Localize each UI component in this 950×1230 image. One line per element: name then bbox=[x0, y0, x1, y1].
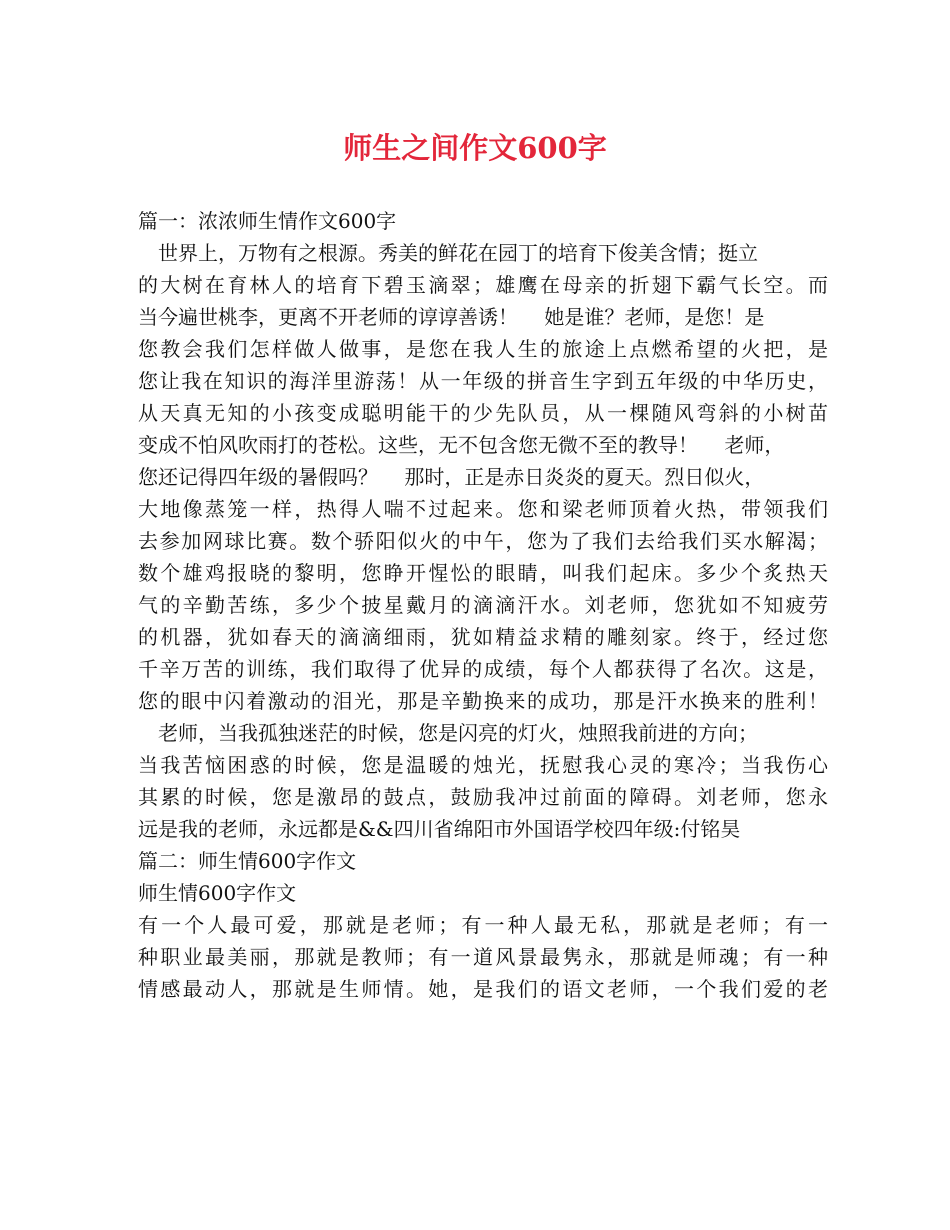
body-line: 种职业最美丽，那就是教师；有一道风景最隽永，那就是师魂；有一种 bbox=[138, 945, 828, 969]
body-line: 气的辛勤苦练，多少个披星戴月的滴滴汗水。刘老师，您犹如不知疲劳 bbox=[138, 593, 828, 617]
body-line: 大地像蒸笼一样，热得人喘不过起来。您和梁老师顶着火热，带领我们 bbox=[138, 497, 828, 521]
document-title: 师生之间作文600字 bbox=[343, 131, 607, 165]
body-line: 从天真无知的小孩变成聪明能干的少先队员，从一棵随风弯斜的小树苗 bbox=[138, 401, 828, 425]
document-body bbox=[138, 205, 828, 1005]
section-subtitle: 师生情600字作文 bbox=[138, 881, 297, 905]
body-line: 数个雄鸡报晓的黎明，您睁开惺忪的眼睛，叫我们起床。多少个炙热天 bbox=[138, 561, 828, 585]
section-heading-1: 篇一：浓浓师生情作文600字 bbox=[138, 209, 397, 233]
body-line: 其累的时候，您是激昂的鼓点，鼓励我冲过前面的障碍。刘老师，您永 bbox=[138, 785, 828, 809]
body-line: 变成不怕风吹雨打的苍松。这些，无不包含您无微不至的教导！ 老师， bbox=[138, 433, 785, 457]
body-line: 远是我的老师，永远都是&&四川省绵阳市外国语学校四年级:付铭昊 bbox=[138, 817, 741, 841]
body-line: 您的眼中闪着激动的泪光，那是辛勤换来的成功，那是汗水换来的胜利！ bbox=[138, 689, 828, 713]
body-line: 当今遍世桃李，更离不开老师的谆谆善诱！ 她是谁？老师，是您！是 bbox=[138, 305, 765, 329]
body-line: 的大树在育林人的培育下碧玉滴翠；雄鹰在母亲的折翅下霸气长空。而 bbox=[138, 273, 828, 297]
body-line: 去参加网球比赛。数个骄阳似火的中午，您为了我们去给我们买水解渴； bbox=[138, 529, 828, 553]
body-line: 当我苦恼困惑的时候，您是温暖的烛光，抚慰我心灵的寒冷；当我伤心 bbox=[138, 753, 828, 777]
body-line: 您让我在知识的海洋里游荡！从一年级的拼音生字到五年级的中华历史， bbox=[138, 369, 828, 393]
body-line: 有一个人最可爱，那就是老师；有一种人最无私，那就是老师；有一 bbox=[138, 913, 828, 937]
body-line: 世界上，万物有之根源。秀美的鲜花在园丁的培育下俊美含情；挺立 bbox=[138, 241, 758, 265]
body-line: 您教会我们怎样做人做事，是您在我人生的旅途上点燃希望的火把，是 bbox=[138, 337, 828, 361]
body-line: 的机器，犹如春天的滴滴细雨，犹如精益求精的雕刻家。终于，经过您 bbox=[138, 625, 828, 649]
body-line: 老师，当我孤独迷茫的时候，您是闪亮的灯火，烛照我前进的方向； bbox=[138, 721, 758, 745]
body-line: 您还记得四年级的暑假吗？ 那时，正是赤日炎炎的夏天。烈日似火， bbox=[138, 465, 765, 489]
body-line: 情感最动人，那就是生师情。她，是我们的语文老师，一个我们爱的老 bbox=[138, 977, 828, 1001]
section-heading-2: 篇二：师生情600字作文 bbox=[138, 849, 357, 873]
body-line: 千辛万苦的训练，我们取得了优异的成绩，每个人都获得了名次。这是， bbox=[138, 657, 828, 681]
